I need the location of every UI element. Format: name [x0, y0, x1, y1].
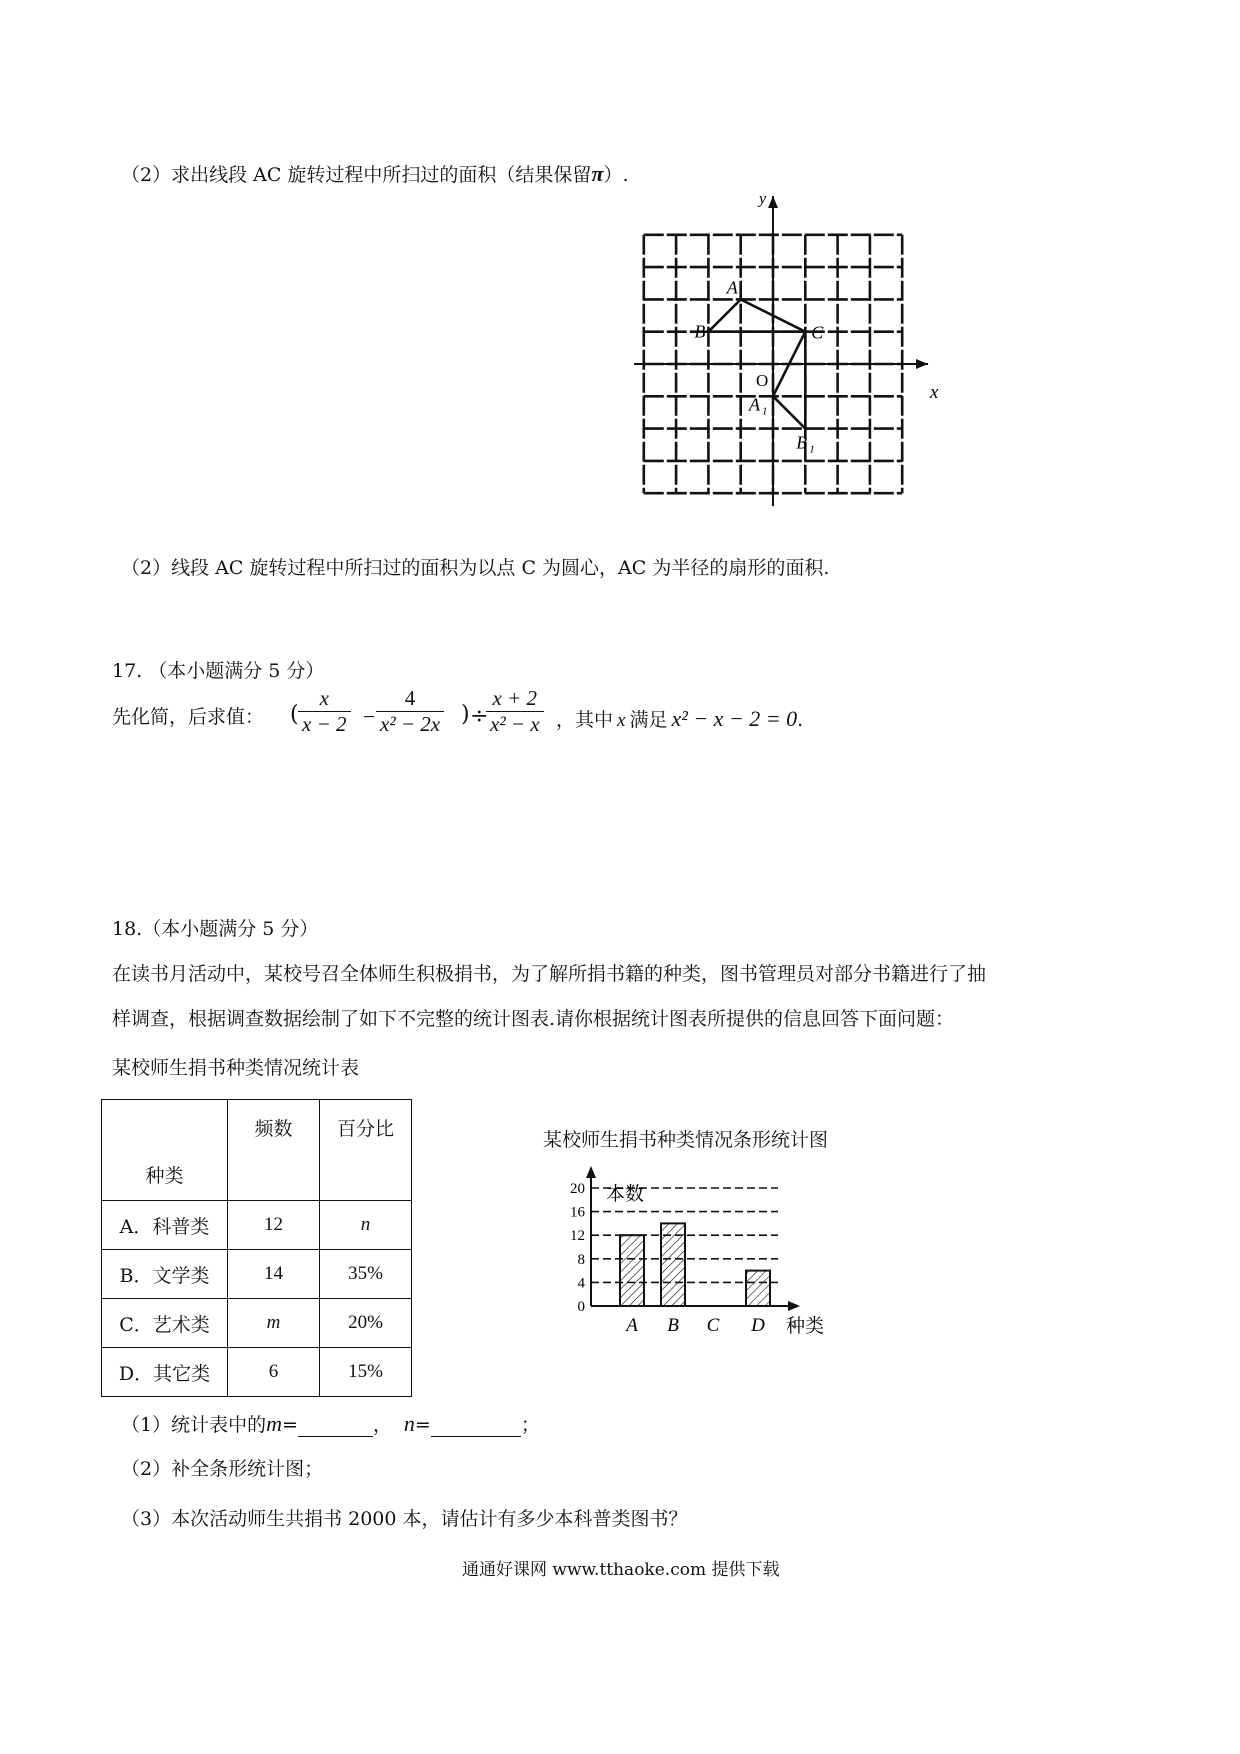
table-header-row: [102, 1100, 412, 1201]
bar-d: [746, 1271, 770, 1306]
triangle-abc: [708, 299, 805, 331]
table-row: [102, 1299, 412, 1348]
row-type: B．文学类: [102, 1250, 228, 1299]
chart-x-label: 种类: [786, 1315, 825, 1337]
q18-paragraph-line2: 样调查，根据调查数据绘制了如下不完整的统计图表.请你根据统计图表所提供的信息回答下面问题：: [112, 1008, 955, 1030]
q18-sub3: （3）本次活动师生共捐书 2000 本，请估计有多少本科普类图书？: [121, 1508, 688, 1530]
sub1-end: ；: [520, 1414, 540, 1436]
q18-sub1: [121, 1411, 540, 1437]
y-tick-label: 8: [577, 1251, 585, 1268]
condition-var: x: [617, 710, 626, 731]
chart-y-label: 本数: [606, 1183, 645, 1205]
condition-prefix: ，其中: [556, 709, 614, 731]
sub1-eq: =: [281, 1414, 298, 1436]
row-pct: 15%: [320, 1348, 412, 1397]
row-pct: 35%: [320, 1250, 412, 1299]
q16-part2-text: （2）求出线段 AC 旋转过程中所扫过的面积（结果保留: [121, 164, 592, 186]
q18-paragraph-line1: 在读书月活动中，某校号召全体师生积极捐书，为了解所捐书籍的种类，图书管理员对部分书籍进行了抽: [112, 963, 987, 985]
table-row: [102, 1201, 412, 1250]
y-tick-label: 12: [570, 1228, 585, 1245]
point-label-b1-subscript: 1: [809, 443, 815, 456]
q17-divide: ÷: [470, 704, 489, 729]
row-freq: 12: [228, 1201, 320, 1250]
condition-end: .: [797, 709, 804, 731]
origin-label: O: [756, 371, 769, 390]
y-axis-label: y: [759, 190, 767, 208]
row-freq: 14: [228, 1250, 320, 1299]
q17-minus: −: [363, 704, 376, 729]
x-axis-label: x: [930, 382, 939, 403]
sub1-sep: ，: [372, 1414, 392, 1436]
y-tick-label: 0: [577, 1299, 585, 1315]
sub1-n: n: [403, 1411, 415, 1436]
point-label-a1-subscript: 1: [762, 405, 768, 418]
fraction-1-denominator: x − 2: [298, 711, 351, 737]
row-freq: m: [228, 1299, 320, 1348]
pi-symbol: π: [591, 161, 604, 186]
table-row: [102, 1250, 412, 1299]
x-axis-arrow: [916, 359, 928, 369]
y-tick-label: 4: [577, 1275, 585, 1292]
header-type: 种类: [145, 1165, 184, 1187]
x-tick-label: C: [706, 1315, 720, 1336]
q17-prompt: 先化简，后求值：: [112, 706, 265, 728]
fraction-2-numerator: 4: [404, 686, 416, 710]
row-type: C．艺术类: [102, 1299, 228, 1348]
row-pct: 20%: [320, 1299, 412, 1348]
footer-text: 通通好课网 www.tthaoke.com 提供下载: [462, 1560, 780, 1580]
fraction-3-denominator: x² − x: [486, 711, 544, 737]
header-freq: 频数: [254, 1118, 293, 1140]
header-type-cell: [102, 1100, 228, 1201]
point-label-a: A: [726, 277, 738, 298]
answer-blank-m[interactable]: [298, 1418, 373, 1437]
fraction-2-denominator: x² − 2x: [376, 711, 444, 737]
sub1-text: （1）统计表中的: [121, 1414, 267, 1436]
bar-b: [661, 1223, 685, 1306]
point-label-b1: B: [796, 432, 808, 453]
y-tick-label: 16: [570, 1204, 585, 1221]
x-tick-label: A: [626, 1315, 638, 1336]
point-label-b: B: [694, 321, 706, 342]
point-label-c: C: [811, 322, 824, 343]
row-type: A．科普类: [102, 1201, 228, 1250]
stats-table: [101, 1099, 412, 1397]
q17-open-paren: (: [290, 702, 299, 727]
q16-part2-answer: （2）线段 AC 旋转过程中所扫过的面积为以点 C 为圆心，AC 为半径的扇形的面积.: [121, 557, 830, 579]
header-pct-cell: [320, 1100, 412, 1201]
table-title: 某校师生捐书种类情况统计表: [112, 1057, 360, 1079]
x-tick-label: B: [667, 1315, 679, 1336]
header-freq-cell: [228, 1100, 320, 1201]
q18-sub2: （2）补全条形统计图；: [121, 1458, 324, 1480]
condition-mid: 满足: [629, 709, 668, 731]
y-axis-arrow: [768, 196, 778, 208]
chart-title: 某校师生捐书种类情况条形统计图: [543, 1129, 829, 1151]
q17-fraction-1: [298, 686, 351, 737]
bar-a: [620, 1235, 644, 1306]
sub1-m: m: [266, 1411, 282, 1436]
row-pct: n: [320, 1201, 412, 1250]
q17-close-paren: ): [461, 702, 470, 727]
chart-x-arrow: [788, 1301, 800, 1311]
chart-y-arrow: [586, 1166, 596, 1178]
row-type: D．其它类: [102, 1348, 228, 1397]
table-row: [102, 1348, 412, 1397]
y-tick-label: 20: [570, 1181, 585, 1197]
point-label-a1: A: [749, 394, 760, 415]
q17-header: 17. （本小题满分 5 分）: [112, 660, 325, 682]
q17-fraction-3: [486, 686, 544, 737]
x-tick-label: D: [751, 1315, 765, 1336]
q18-header: 18.（本小题满分 5 分）: [112, 918, 319, 940]
q17-condition: [556, 706, 803, 733]
q16-part2-end: ）.: [603, 164, 629, 186]
answer-blank-n[interactable]: [431, 1418, 521, 1437]
header-pct: 百分比: [336, 1118, 394, 1140]
triangle-a1b1c: [773, 332, 805, 429]
q17-fraction-2: [376, 686, 444, 737]
condition-equation: x² − x − 2 = 0: [671, 706, 798, 731]
fraction-3-numerator: x + 2: [492, 686, 538, 710]
sub1-eq2: =: [414, 1414, 431, 1436]
row-freq: 6: [228, 1348, 320, 1397]
fraction-1-numerator: x: [319, 686, 329, 710]
q16-part2-question: [121, 161, 629, 187]
